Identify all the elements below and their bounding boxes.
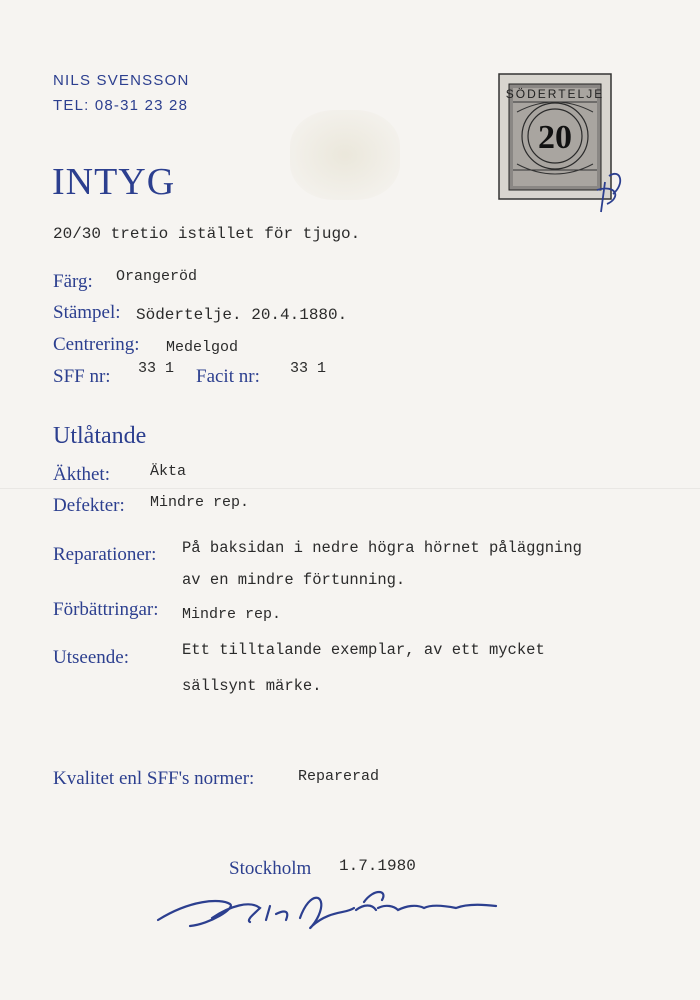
quality-value: Reparerad: [298, 768, 380, 785]
stamp-description: 20/30 tretio istället för tjugo.: [53, 225, 361, 243]
improvements-value: Mindre rep.: [182, 606, 282, 623]
defects-label: Defekter:: [53, 495, 125, 516]
stamp-denomination: 20: [538, 119, 572, 156]
repairs-label: Reparationer:: [53, 544, 157, 565]
facit-number-label: Facit nr:: [196, 366, 260, 387]
appearance-line-1: Ett tilltalande exemplar, av ett mycket: [182, 641, 545, 659]
statement-heading: Utlåtande: [53, 423, 147, 449]
authenticity-value: Äkta: [150, 463, 187, 480]
postmark-label: Stämpel:: [53, 302, 121, 323]
issuer-name: NILS SVENSSON: [53, 72, 190, 89]
defects-value: Mindre rep.: [150, 494, 250, 511]
postmark-value: Södertelje. 20.4.1880.: [136, 306, 348, 324]
sff-number-label: SFF nr:: [53, 366, 111, 387]
repairs-line-2: av en mindre förtunning.: [182, 571, 406, 589]
color-label: Färg:: [53, 271, 93, 292]
signing-date: 1.7.1980: [339, 857, 416, 875]
page-title: INTYG: [52, 161, 176, 203]
authenticity-label: Äkthet:: [53, 464, 110, 485]
facit-number-value: 33 1: [290, 360, 327, 377]
color-value: Orangeröd: [116, 268, 198, 285]
centering-value: Medelgod: [166, 339, 239, 356]
stamp-image: [497, 72, 632, 237]
stamp-postmark: SÖDERTELJE: [505, 87, 605, 101]
repairs-line-1: På baksidan i nedre högra hörnet påläggning: [182, 539, 582, 557]
sff-number-value: 33 1: [138, 360, 175, 377]
appearance-line-2: sällsynt märke.: [182, 677, 322, 695]
centering-label: Centrering:: [53, 334, 140, 355]
appearance-label: Utseende:: [53, 647, 129, 668]
paper-smudge: [290, 110, 400, 200]
quality-label: Kvalitet enl SFF's normer:: [53, 768, 255, 789]
issuer-phone: TEL: 08-31 23 28: [53, 97, 189, 114]
signing-place: Stockholm: [229, 858, 312, 879]
improvements-label: Förbättringar:: [53, 599, 159, 620]
paper-fold-line: [0, 488, 700, 489]
signature: [150, 880, 530, 955]
